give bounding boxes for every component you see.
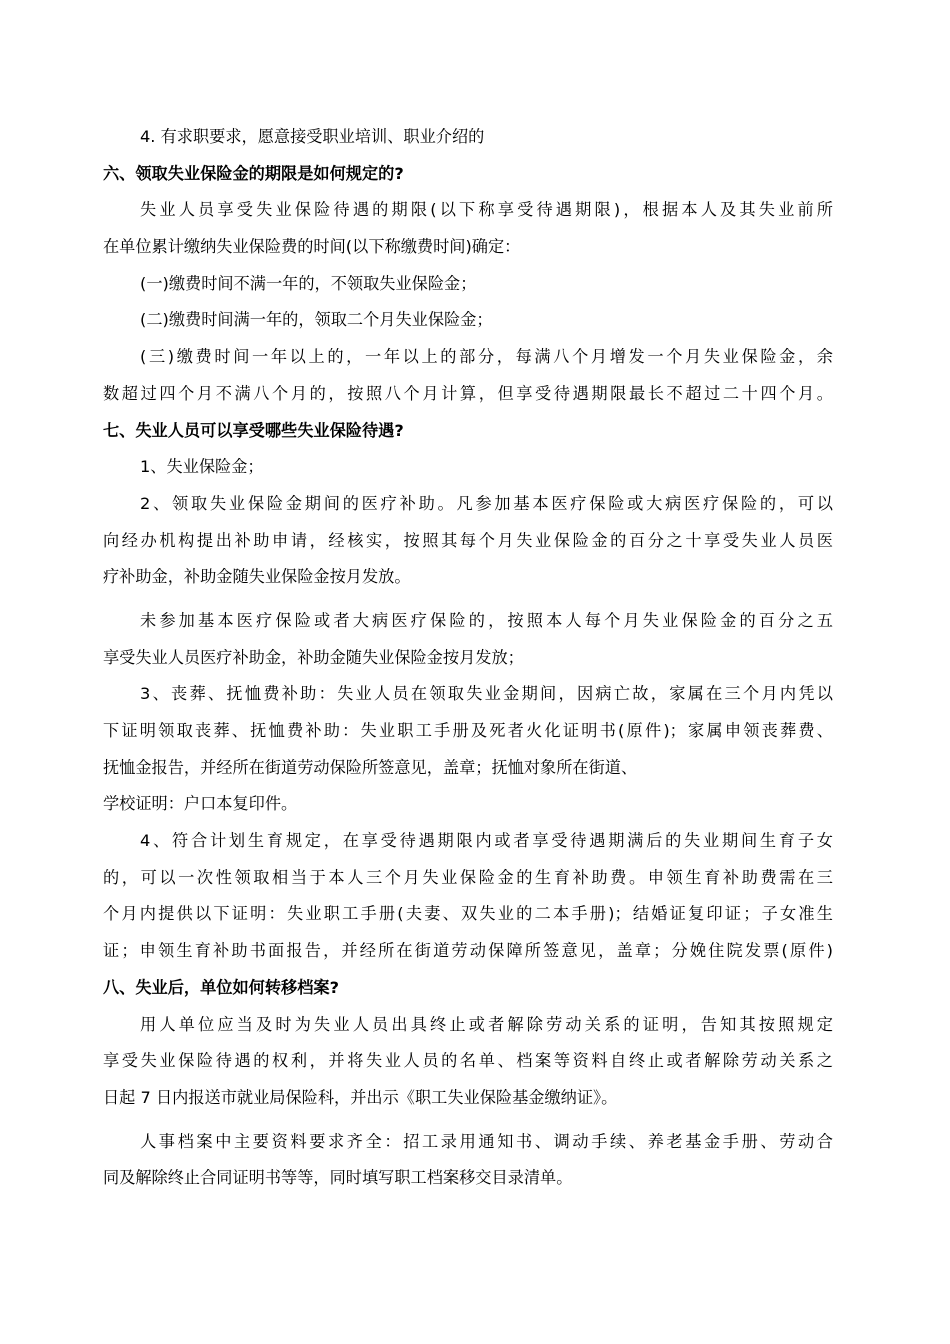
paragraph-gap <box>103 1117 833 1124</box>
paragraph-line: 4. 有求职要求，愿意接受职业培训、职业介绍的 <box>140 127 485 146</box>
section-heading: 六、领取失业保险金的期限是如何规定的? <box>103 163 404 183</box>
paragraph-line: 向经办机构提出补助申请，经核实，按照其每个月失业保险金的百分之十享受失业人员医 <box>103 530 833 550</box>
paragraph-line: 3、丧葬、抚恤费补助：失业人员在领取失业金期间，因病亡故，家属在三个月内凭以 <box>140 684 833 704</box>
paragraph-line: 个月内提供以下证明：失业职工手册(夫妻、双失业的二本手册)；结婚证复印证；子女准生 <box>103 904 833 924</box>
paragraph-line: 1、失业保险金； <box>140 457 264 477</box>
paragraph-line: 未参加基本医疗保险或者大病医疗保险的，按照本人每个月失业保险金的百分之五 <box>140 610 833 630</box>
paragraph-line: 人事档案中主要资料要求齐全：招工录用通知书、调动手续、养老基金手册、劳动合 <box>140 1131 833 1151</box>
paragraph-line: 日起 7 日内报送市就业局保险科，并出示《职工失业保险基金缴纳证》。 <box>103 1087 618 1107</box>
paragraph-line: 抚恤金报告，并经所在街道劳动保险所签意见，盖章；抚恤对象所在街道、 <box>103 757 638 777</box>
paragraph-line: 享受失业保险待遇的权利，并将失业人员的名单、档案等资料自终止或者解除劳动关系之 <box>103 1051 833 1071</box>
paragraph-line: (三)缴费时间一年以上的，一年以上的部分，每满八个月增发一个月失业保险金，余 <box>140 347 833 367</box>
paragraph-line: 同及解除终止合同证明书等等，同时填写职工档案移交目录清单。 <box>103 1168 573 1188</box>
paragraph-line: 证；申领生育补助书面报告，并经所在街道劳动保障所签意见，盖章；分娩住院发票(原件) <box>103 941 833 961</box>
paragraph-line: (一)缴费时间不满一年的，不领取失业保险金； <box>140 273 477 293</box>
paragraph-line: 2、领取失业保险金期间的医疗补助。凡参加基本医疗保险或大病医疗保险的，可以 <box>140 493 833 513</box>
paragraph-line: 下证明领取丧葬、抚恤费补助：失业职工手册及死者火化证明书(原件)；家属申领丧葬费、 <box>103 721 833 740</box>
paragraph-line: 在单位累计缴纳失业保险费的时间(以下称缴费时间)确定： <box>103 237 521 257</box>
paragraph-line: 享受失业人员医疗补助金，补助金随失业保险金按月发放； <box>103 647 524 667</box>
paragraph-gap <box>103 596 833 603</box>
paragraph-line: 失业人员享受失业保险待遇的期限(以下称享受待遇期限)，根据本人及其失业前所 <box>140 200 833 220</box>
paragraph-line: (二)缴费时间满一年的，领取二个月失业保险金； <box>140 310 493 330</box>
document-body <box>103 119 833 1197</box>
section-heading: 八、失业后，单位如何转移档案? <box>103 977 340 997</box>
paragraph-line: 的，可以一次性领取相当于本人三个月失业保险金的生育补助费。申领生育补助费需在三 <box>103 867 833 887</box>
paragraph-line: 学校证明：户口本复印件。 <box>103 794 298 814</box>
paragraph-line: 数超过四个月不满八个月的，按照八个月计算，但享受待遇期限最长不超过二十四个月。 <box>103 383 833 403</box>
paragraph-line: 疗补助金，补助金随失业保险金按月发放。 <box>103 567 411 587</box>
section-heading: 七、失业人员可以享受哪些失业保险待遇? <box>103 420 404 440</box>
paragraph-line: 用人单位应当及时为失业人员出具终止或者解除劳动关系的证明，告知其按照规定 <box>140 1014 833 1034</box>
paragraph-line: 4、符合计划生育规定，在享受待遇期限内或者享受待遇期满后的失业期间生育子女 <box>140 831 833 851</box>
